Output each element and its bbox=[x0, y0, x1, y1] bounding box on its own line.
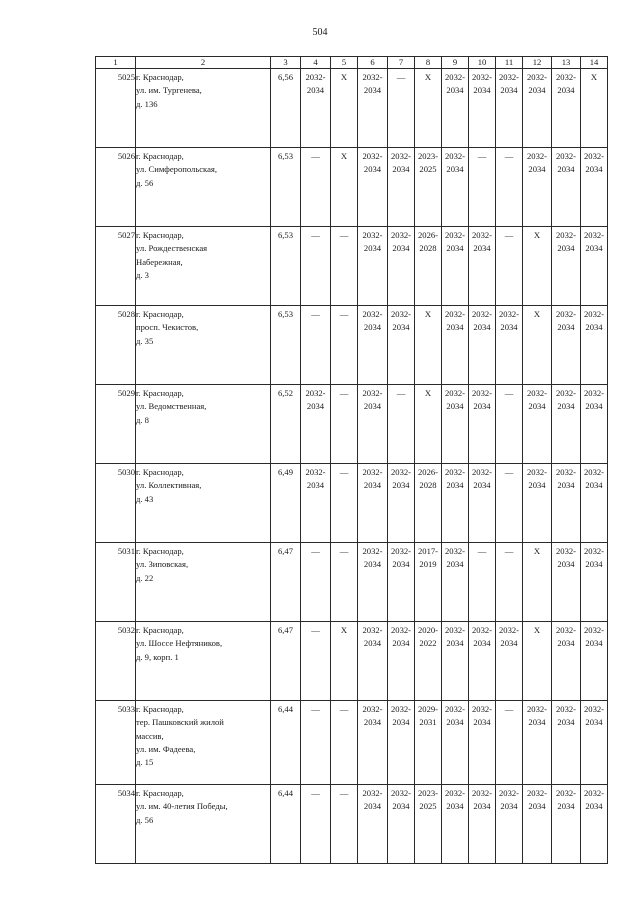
address-line: г. Краснодар, bbox=[136, 230, 184, 240]
period-cell: 2032- 2034 bbox=[442, 622, 469, 701]
period-cell: 2032- 2034 bbox=[388, 701, 415, 785]
period-cell: X bbox=[523, 306, 552, 385]
address-line: д. 22 bbox=[136, 572, 154, 583]
period-cell: — bbox=[301, 785, 331, 864]
table-row bbox=[96, 385, 608, 464]
period-cell: 2032- 2034 bbox=[469, 785, 496, 864]
period-cell: X bbox=[331, 148, 358, 227]
period-cell: 2026- 2028 bbox=[415, 227, 442, 306]
period-cell: 2032- 2034 bbox=[469, 464, 496, 543]
period-cell: — bbox=[301, 622, 331, 701]
column-header: 7 bbox=[388, 57, 415, 69]
period-cell: — bbox=[469, 148, 496, 227]
period-cell: — bbox=[331, 464, 358, 543]
period-cell: 2032- 2034 bbox=[442, 148, 469, 227]
value-cell: 6,44 bbox=[271, 701, 301, 785]
row-number-cell: 5034 bbox=[96, 785, 136, 864]
period-cell: — bbox=[331, 785, 358, 864]
period-cell: 2032- 2034 bbox=[442, 464, 469, 543]
period-cell: 2032- 2034 bbox=[581, 148, 608, 227]
table-row bbox=[96, 227, 608, 306]
column-header: 13 bbox=[552, 57, 581, 69]
period-cell: — bbox=[496, 543, 523, 622]
address-cell bbox=[136, 464, 271, 543]
table-row bbox=[96, 69, 608, 148]
period-cell: 2032- 2034 bbox=[358, 306, 388, 385]
period-cell: 2032- 2034 bbox=[442, 785, 469, 864]
address-line: ул. Ведомственная, bbox=[136, 401, 207, 412]
table-row bbox=[96, 622, 608, 701]
period-cell: 2032- 2034 bbox=[358, 69, 388, 148]
address-line: ул. Шоссе Нефтяников, bbox=[136, 638, 223, 649]
period-cell: 2032- 2034 bbox=[523, 785, 552, 864]
period-cell: — bbox=[331, 701, 358, 785]
period-cell: 2032- 2034 bbox=[388, 306, 415, 385]
row-number-cell: 5026 bbox=[96, 148, 136, 227]
value-cell: 6,56 bbox=[271, 69, 301, 148]
table-row bbox=[96, 464, 608, 543]
period-cell: 2032- 2034 bbox=[442, 543, 469, 622]
value-cell: 6,52 bbox=[271, 385, 301, 464]
row-number-cell: 5031 bbox=[96, 543, 136, 622]
address-cell bbox=[136, 543, 271, 622]
column-header: 9 bbox=[442, 57, 469, 69]
value-cell: 6,44 bbox=[271, 785, 301, 864]
period-cell: 2032- 2034 bbox=[552, 148, 581, 227]
address-line: ул. им. Тургенева, bbox=[136, 85, 202, 96]
period-cell: X bbox=[331, 622, 358, 701]
period-cell: 2032- 2034 bbox=[581, 543, 608, 622]
address-line: д. 15 bbox=[136, 757, 154, 768]
address-line: ул. им. Фадеева, bbox=[136, 743, 196, 754]
period-cell: X bbox=[331, 69, 358, 148]
period-cell: 2032- 2034 bbox=[581, 622, 608, 701]
period-cell: 2032- 2034 bbox=[388, 464, 415, 543]
period-cell: — bbox=[301, 227, 331, 306]
period-cell: 2032- 2034 bbox=[301, 385, 331, 464]
address-line: г. Краснодар, bbox=[136, 546, 184, 556]
period-cell: 2032- 2034 bbox=[469, 701, 496, 785]
address-line: д. 56 bbox=[136, 814, 154, 825]
column-header: 5 bbox=[331, 57, 358, 69]
period-cell: — bbox=[496, 464, 523, 543]
period-cell: — bbox=[301, 701, 331, 785]
row-number-cell: 5025 bbox=[96, 69, 136, 148]
period-cell: 2032- 2034 bbox=[552, 622, 581, 701]
period-cell: 2032- 2034 bbox=[469, 385, 496, 464]
period-cell: 2032- 2034 bbox=[358, 148, 388, 227]
address-line: ул. Симферопольская, bbox=[136, 164, 218, 175]
period-cell: 2023- 2025 bbox=[415, 148, 442, 227]
period-cell: 2032- 2034 bbox=[496, 622, 523, 701]
period-cell: 2032- 2034 bbox=[358, 785, 388, 864]
period-cell: — bbox=[331, 306, 358, 385]
period-cell: 2032- 2034 bbox=[552, 543, 581, 622]
column-header: 4 bbox=[301, 57, 331, 69]
address-line: просп. Чекистов, bbox=[136, 322, 199, 333]
period-cell: 2032- 2034 bbox=[581, 306, 608, 385]
period-cell: 2032- 2034 bbox=[469, 622, 496, 701]
address-line: г. Краснодар, bbox=[136, 151, 184, 161]
address-cell bbox=[136, 148, 271, 227]
period-cell: — bbox=[469, 543, 496, 622]
address-cell bbox=[136, 385, 271, 464]
period-cell: 2032- 2034 bbox=[442, 69, 469, 148]
period-cell: 2032- 2034 bbox=[523, 148, 552, 227]
address-cell bbox=[136, 701, 271, 785]
period-cell: 2032- 2034 bbox=[469, 227, 496, 306]
address-line: г. Краснодар, bbox=[136, 704, 184, 714]
period-cell: — bbox=[301, 148, 331, 227]
period-cell: 2032- 2034 bbox=[358, 701, 388, 785]
address-line: д. 56 bbox=[136, 177, 154, 188]
address-line: г. Краснодар, bbox=[136, 788, 184, 798]
period-cell: 2026- 2028 bbox=[415, 464, 442, 543]
table-row bbox=[96, 148, 608, 227]
header-row bbox=[96, 57, 608, 69]
address-line: д. 35 bbox=[136, 335, 154, 346]
period-cell: 2032- 2034 bbox=[496, 306, 523, 385]
address-line: тер. Пашковский жилой bbox=[136, 717, 224, 728]
period-cell: 2032- 2034 bbox=[552, 227, 581, 306]
period-cell: — bbox=[388, 385, 415, 464]
address-line: г. Краснодар, bbox=[136, 309, 184, 319]
period-cell: 2032- 2034 bbox=[581, 464, 608, 543]
address-line: ул. Рождественская bbox=[136, 243, 208, 254]
period-cell: 2032- 2034 bbox=[581, 385, 608, 464]
period-cell: 2032- 2034 bbox=[552, 306, 581, 385]
value-cell: 6,47 bbox=[271, 622, 301, 701]
period-cell: 2032- 2034 bbox=[552, 701, 581, 785]
address-line: г. Краснодар, bbox=[136, 388, 184, 398]
column-header: 12 bbox=[523, 57, 552, 69]
period-cell: 2032- 2034 bbox=[581, 785, 608, 864]
period-cell: 2032- 2034 bbox=[301, 69, 331, 148]
period-cell: 2032- 2034 bbox=[581, 701, 608, 785]
period-cell: X bbox=[523, 622, 552, 701]
column-header: 14 bbox=[581, 57, 608, 69]
address-line: д. 8 bbox=[136, 414, 149, 425]
period-cell: 2032- 2034 bbox=[523, 69, 552, 148]
period-cell: — bbox=[496, 701, 523, 785]
period-cell: X bbox=[415, 69, 442, 148]
table-row bbox=[96, 785, 608, 864]
period-cell: 2032- 2034 bbox=[388, 622, 415, 701]
address-line: г. Краснодар, bbox=[136, 467, 184, 477]
period-cell: X bbox=[523, 227, 552, 306]
page-number: 504 bbox=[312, 27, 328, 38]
period-cell: 2032- 2034 bbox=[388, 785, 415, 864]
period-cell: 2032- 2034 bbox=[552, 385, 581, 464]
address-line: д. 3 bbox=[136, 269, 149, 280]
column-header: 8 bbox=[415, 57, 442, 69]
row-number-cell: 5030 bbox=[96, 464, 136, 543]
period-cell: 2032- 2034 bbox=[358, 227, 388, 306]
period-cell: 2032- 2034 bbox=[552, 464, 581, 543]
address-cell bbox=[136, 227, 271, 306]
address-cell bbox=[136, 306, 271, 385]
row-number-cell: 5029 bbox=[96, 385, 136, 464]
address-line: Набережная, bbox=[136, 256, 183, 267]
value-cell: 6,53 bbox=[271, 306, 301, 385]
column-header: 2 bbox=[136, 57, 271, 69]
address-line: г. Краснодар, bbox=[136, 625, 184, 635]
address-line: массив, bbox=[136, 730, 164, 741]
period-cell: 2032- 2034 bbox=[442, 385, 469, 464]
period-cell: 2032- 2034 bbox=[469, 306, 496, 385]
period-cell: X bbox=[523, 543, 552, 622]
address-line: ул. им. 40-летия Победы, bbox=[136, 801, 228, 812]
address-line: д. 9, корп. 1 bbox=[136, 651, 179, 662]
column-header: 6 bbox=[358, 57, 388, 69]
address-cell bbox=[136, 622, 271, 701]
period-cell: — bbox=[331, 543, 358, 622]
address-line: д. 43 bbox=[136, 493, 154, 504]
period-cell: 2029- 2031 bbox=[415, 701, 442, 785]
period-cell: 2023- 2025 bbox=[415, 785, 442, 864]
period-cell: 2032- 2034 bbox=[552, 69, 581, 148]
address-line: г. Краснодар, bbox=[136, 72, 184, 82]
table-row bbox=[96, 306, 608, 385]
row-number-cell: 5032 bbox=[96, 622, 136, 701]
schedule-table bbox=[95, 56, 608, 864]
period-cell: 2032- 2034 bbox=[388, 543, 415, 622]
period-cell: 2032- 2034 bbox=[523, 701, 552, 785]
period-cell: 2032- 2034 bbox=[552, 785, 581, 864]
value-cell: 6,53 bbox=[271, 148, 301, 227]
period-cell: — bbox=[496, 227, 523, 306]
address-line: ул. Коллективная, bbox=[136, 480, 202, 491]
period-cell: 2032- 2034 bbox=[442, 306, 469, 385]
address-cell bbox=[136, 785, 271, 864]
value-cell: 6,49 bbox=[271, 464, 301, 543]
period-cell: 2032- 2034 bbox=[388, 227, 415, 306]
period-cell: 2032- 2034 bbox=[442, 701, 469, 785]
period-cell: 2032- 2034 bbox=[523, 385, 552, 464]
period-cell: X bbox=[415, 306, 442, 385]
period-cell: — bbox=[331, 227, 358, 306]
period-cell: 2017- 2019 bbox=[415, 543, 442, 622]
column-header: 10 bbox=[469, 57, 496, 69]
period-cell: — bbox=[388, 69, 415, 148]
period-cell: 2032- 2034 bbox=[358, 385, 388, 464]
address-cell bbox=[136, 69, 271, 148]
period-cell: — bbox=[301, 306, 331, 385]
period-cell: — bbox=[496, 148, 523, 227]
table-body bbox=[96, 69, 608, 864]
period-cell: — bbox=[331, 385, 358, 464]
column-header: 1 bbox=[96, 57, 136, 69]
period-cell: 2032- 2034 bbox=[358, 543, 388, 622]
period-cell: X bbox=[581, 69, 608, 148]
table-row bbox=[96, 701, 608, 785]
address-line: ул. Зиповская, bbox=[136, 559, 189, 570]
period-cell: 2032- 2034 bbox=[442, 227, 469, 306]
value-cell: 6,47 bbox=[271, 543, 301, 622]
period-cell: 2032- 2034 bbox=[496, 69, 523, 148]
column-header: 11 bbox=[496, 57, 523, 69]
row-number-cell: 5033 bbox=[96, 701, 136, 785]
period-cell: 2032- 2034 bbox=[388, 148, 415, 227]
period-cell: 2032- 2034 bbox=[581, 227, 608, 306]
period-cell: 2032- 2034 bbox=[496, 785, 523, 864]
value-cell: 6,53 bbox=[271, 227, 301, 306]
period-cell: — bbox=[301, 543, 331, 622]
address-line: д. 136 bbox=[136, 98, 158, 109]
period-cell: 2032- 2034 bbox=[301, 464, 331, 543]
row-number-cell: 5027 bbox=[96, 227, 136, 306]
table-row bbox=[96, 543, 608, 622]
column-header: 3 bbox=[271, 57, 301, 69]
period-cell: 2020- 2022 bbox=[415, 622, 442, 701]
period-cell: X bbox=[415, 385, 442, 464]
period-cell: 2032- 2034 bbox=[358, 622, 388, 701]
period-cell: — bbox=[496, 385, 523, 464]
period-cell: 2032- 2034 bbox=[469, 69, 496, 148]
period-cell: 2032- 2034 bbox=[358, 464, 388, 543]
period-cell: 2032- 2034 bbox=[523, 464, 552, 543]
row-number-cell: 5028 bbox=[96, 306, 136, 385]
